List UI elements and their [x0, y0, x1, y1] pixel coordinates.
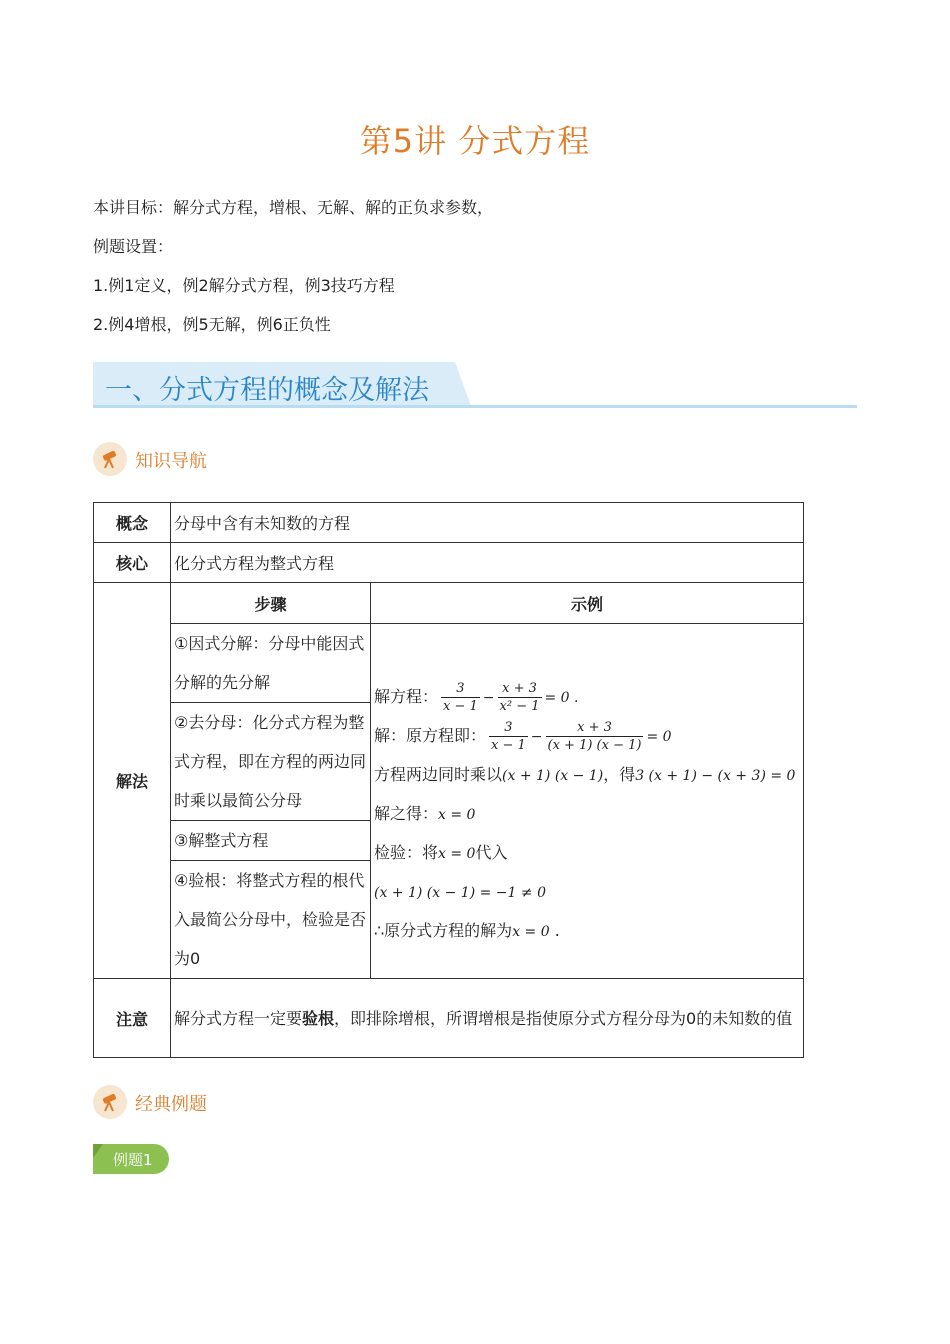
fraction [489, 719, 528, 754]
example-line-2 [374, 716, 803, 755]
math-expression: (x + 1) (x − 1) [502, 767, 604, 784]
example-text: 代入 [475, 842, 508, 862]
operator: − [530, 728, 543, 745]
concept-table [93, 502, 804, 1058]
math-expression: 3 (x + 1) − (x + 3) = 0 [635, 767, 796, 784]
numerator: 3 [441, 680, 480, 698]
example-setup-label: 例题设置： [93, 237, 174, 256]
example-text: ，得 [603, 764, 636, 784]
table-row [94, 583, 804, 624]
example-line-4 [374, 794, 803, 833]
step-2: ②去分母：化分式方程为整式方程，即在方程的两边同时乘以最简公分母 [171, 703, 371, 821]
fraction [441, 680, 480, 715]
telescope-icon [93, 442, 127, 476]
lecture-goal: 本讲目标：解分式方程，增根、无解、解的正负求参数， [93, 198, 494, 217]
page-title: 第5讲 分式方程 [359, 122, 591, 160]
math-expression: x = 0 [438, 806, 476, 823]
operator: − [482, 689, 495, 706]
example-line-1 [374, 677, 803, 716]
note-label: 注意 [94, 979, 171, 1058]
telescope-icon [93, 1085, 127, 1119]
math-expression: (x + 1) (x − 1) = −1 ≠ 0 [374, 884, 546, 901]
table-row [94, 624, 804, 703]
example-text: ∴原分式方程的解为 [374, 920, 513, 940]
numerator: x + 3 [498, 680, 542, 698]
worked-example [371, 624, 804, 979]
core-label: 核心 [94, 543, 171, 583]
example-1-tag [93, 1144, 169, 1174]
section-header [93, 360, 857, 410]
math-expression: x = 0 [438, 845, 476, 862]
table-row [94, 543, 804, 583]
example-tag-label: 例题1 [113, 1151, 153, 1169]
note-text-part: ，即排除增根，所谓增根是指使原分式方程分母为0的未知数的值 [334, 1008, 793, 1028]
example-line-7 [374, 911, 803, 950]
equation-tail: = 0 [646, 728, 672, 745]
example-line-5 [374, 833, 803, 872]
table-row [94, 503, 804, 543]
example-text: 解方程： [374, 686, 439, 706]
example-text: 方程两边同时乘以 [374, 764, 503, 784]
example-text: . [549, 920, 560, 940]
equation-tail: = 0 . [544, 689, 579, 706]
denominator: x² − 1 [499, 698, 540, 714]
example-setup-line-2: 2.例4增根，例5无解，例6正负性 [93, 315, 331, 334]
example-text: 解之得： [374, 803, 439, 823]
steps-header: 步骤 [171, 583, 371, 624]
fraction [498, 680, 542, 715]
step-4: ④验根：将整式方程的根代入最简公分母中，检验是否为0 [171, 861, 371, 979]
math-expression: x = 0 [512, 923, 550, 940]
numerator: x + 3 [546, 719, 644, 737]
classic-examples-badge [93, 1085, 223, 1119]
core-text: 化分式方程为整式方程 [171, 543, 804, 583]
example-text: 解：原方程即： [374, 725, 487, 745]
note-text-part: 解分式方程一定要 [174, 1008, 303, 1028]
example-setup-line-1: 1.例1定义，例2解分式方程，例3技巧方程 [93, 276, 395, 295]
denominator: (x + 1) (x − 1) [547, 737, 642, 753]
example-line-6 [374, 872, 803, 911]
concept-text: 分母中含有未知数的方程 [171, 503, 804, 543]
concept-label: 概念 [94, 503, 171, 543]
denominator: x − 1 [491, 737, 526, 753]
method-label: 解法 [94, 583, 171, 979]
note-emphasis: 验根 [302, 1008, 335, 1028]
knowledge-nav-badge [93, 442, 223, 476]
classic-examples-label: 经典例题 [135, 1094, 207, 1115]
note-text [171, 979, 804, 1058]
numerator: 3 [489, 719, 528, 737]
step-3: ③解整式方程 [171, 821, 371, 861]
knowledge-nav-label: 知识导航 [135, 451, 207, 472]
example-line-3 [374, 755, 803, 794]
denominator: x − 1 [443, 698, 478, 714]
example-text: 检验：将 [374, 842, 439, 862]
step-1: ①因式分解：分母中能因式分解的先分解 [171, 624, 371, 703]
fraction [546, 719, 644, 754]
example-header: 示例 [371, 583, 804, 624]
table-row [94, 979, 804, 1058]
section-heading: 一、分式方程的概念及解法 [105, 375, 429, 406]
